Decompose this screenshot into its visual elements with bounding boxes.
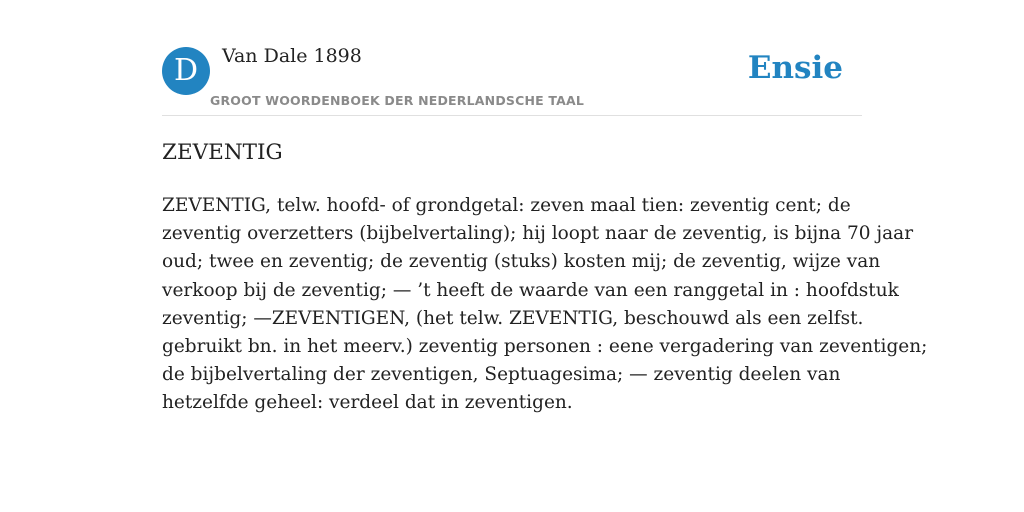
definition-line: hetzelfde geheel: verdeel dat in zeventigen. — [162, 392, 573, 414]
source-title: Van Dale 1898 — [222, 45, 362, 67]
source-logo — [162, 47, 210, 95]
logo-letter: D — [173, 53, 199, 88]
dictionary-card — [162, 0, 928, 512]
brand-logo[interactable]: Ensie — [747, 50, 843, 86]
definition-line: verkoop bij de zeventig; — ’t heeft de waarde van een ranggetal in : hoofdstuk — [162, 279, 899, 301]
entry-definition — [162, 192, 928, 418]
header-divider — [162, 115, 862, 116]
definition-line: zeventig overzetters (bijbelvertaling); hij loopt naar de zeventig, is bijna 70 jaar — [162, 223, 914, 245]
entry-headword: ZEVENTIG — [162, 140, 283, 165]
definition-line: zeventig; —ZEVENTIGEN, (het telw. ZEVENTIG, beschouwd als een zelfst. — [162, 307, 864, 329]
definition-line: gebruikt bn. in het meerv.) zeventig personen : eene vergadering van zeventigen; — [162, 336, 928, 358]
definition-line: oud; twee en zeventig; de zeventig (stuks) kosten mij; de zeventig, wijze van — [162, 251, 881, 273]
source-subtitle: GROOT WOORDENBOEK DER NEDERLANDSCHE TAAL — [210, 93, 585, 108]
definition-line: ZEVENTIG, telw. hoofd- of grondgetal: zeven maal tien: zeventig cent; de — [162, 195, 851, 216]
definition-line: de bijbelvertaling der zeventigen, Septuagesima; — zeventig deelen van — [162, 364, 841, 386]
